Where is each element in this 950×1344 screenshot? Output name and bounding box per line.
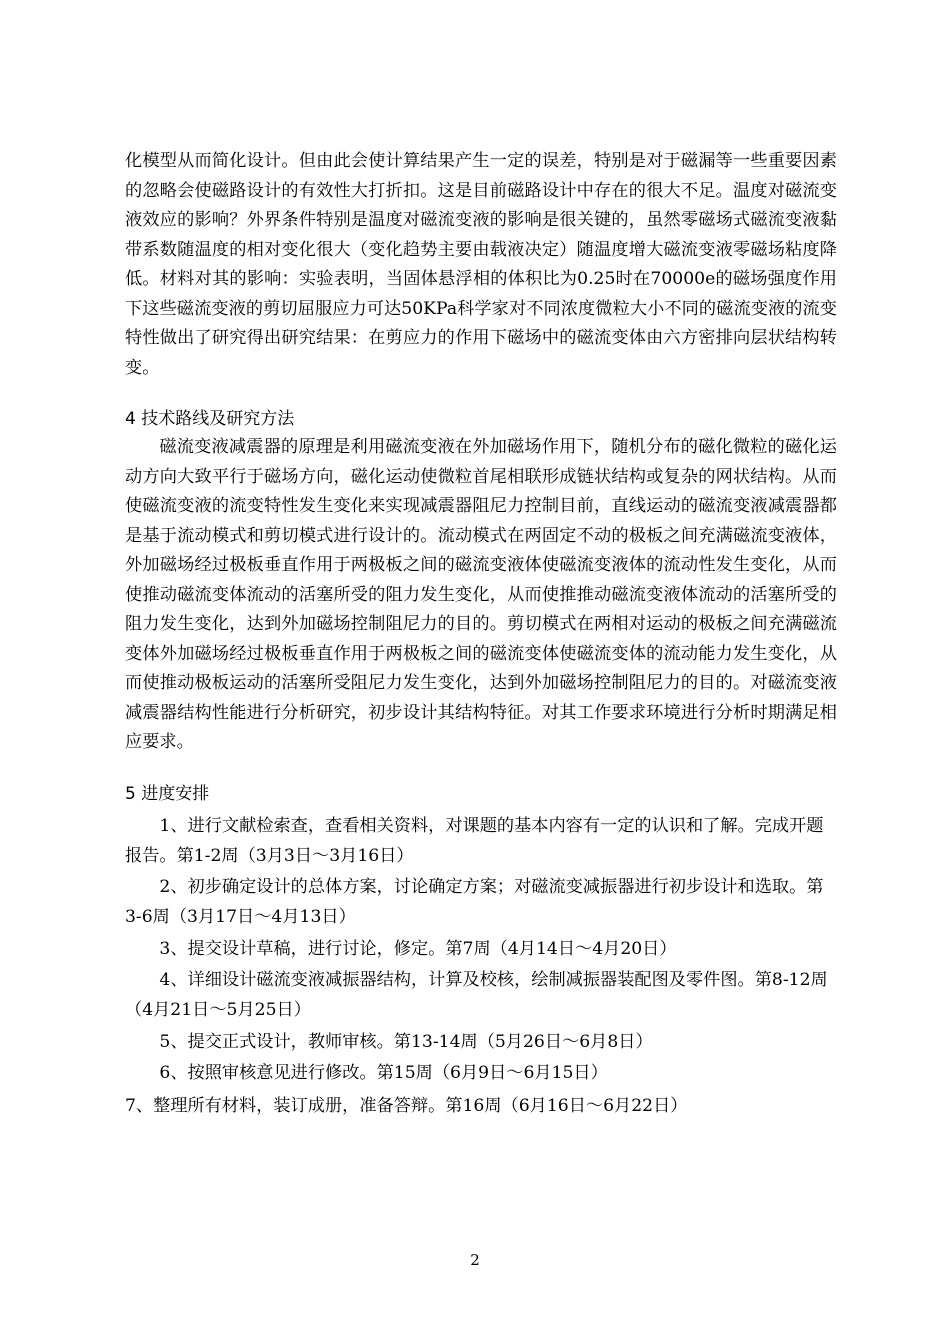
schedule-item-4: 4、详细设计磁流变液减振器结构，计算及校核，绘制减振器装配图及零件图。第8-12周（4月21日～5月25日） [125,970,828,1020]
schedule-item-2: 2、初步确定设计的总体方案，讨论确定方案；对磁流变减振器进行初步设计和选取。第3-6周（3月17日～4月13日） [125,877,824,927]
schedule-item-5: 5、提交正式设计，教师审核。第13-14周（5月26日～6月8日） [159,1032,653,1052]
section-5-heading: 5 进度安排 [125,784,210,804]
intro-paragraph: 化模型从而简化设计。但由此会使计算结果产生一定的误差，特别是对于磁漏等一些重要因素的忽略会使磁路设计的有效性大打折扣。这是目前磁路设计中存在的很大不足。温度对磁流变液效应的影响？外界条件特别是温度对磁流变液的影响是很关键的，虽然零磁场式磁流变液黏带系数随温度的相对变化很大（变化趋势主要由载液决定）随温度增大磁流变液零磁场粘度降低。材料对其的影响：实验表明，当固体悬浮相的体积比为0.25时在70000e的磁场强度作用下这些磁流变液的剪切屈服应力可达50KPa科学家对不同浓度微粒大小不同的磁流变液的流变特性做出了研究得出研究结果：在剪应力的作用下磁场中的磁流变体由六方密排向层状结构转变。 [125,151,837,378]
section-4-heading: 4 技术路线及研究方法 [125,409,295,429]
schedule-item-1: 1、进行文献检索查，查看相关资料，对课题的基本内容有一定的认识和了解。完成开题报告。第1-2周（3月3日～3月16日） [125,816,824,866]
section-4-body: 磁流变液减震器的原理是利用磁流变液在外加磁场作用下，随机分布的磁化微粒的磁化运动方向大致平行于磁场方向，磁化运动使微粒首尾相联形成链状结构或复杂的网状结构。从而使磁流变液的流变特性发生变化来实现减震器阻尼力控制目前，直线运动的磁流变液减震器都是基于流动模式和剪切模式进行设计的。流动模式在两固定不动的极板之间充满磁流变液体，外加磁场经过极板垂直作用于两极板之间的磁流变液体使磁流变液体的流动性发生变化，从而使推动磁流变体流动的活塞所受的阻力发生变化，从而使推推动磁流变液体流动的活塞所受的阻力发生变化，达到外加磁场控制阻尼力的目的。剪切模式在两相对运动的极板之间充满磁流变体外加磁场经过极板垂直作用于两极板之间的磁流变体使磁流变体的流动能力发生变化，从而使推动极板运动的活塞所受阻尼力发生变化，达到外加磁场控制阻尼力的目的。对磁流变液减震器结构性能进行分析研究，初步设计其结构特征。对其工作要求环境进行分析时期满足相应要求。 [125,437,837,752]
schedule-item-6: 6、按照审核意见进行修改。第15周（6月9日～6月15日） [159,1063,608,1083]
page-number: 2 [470,1251,480,1269]
schedule-item-3: 3、提交设计草稿，进行讨论，修定。第7周（4月14日～4月20日） [159,939,677,959]
schedule-item-7: 7、整理所有材料，装订成册，准备答辩。第16周（6月16日～6月22日） [125,1096,688,1116]
